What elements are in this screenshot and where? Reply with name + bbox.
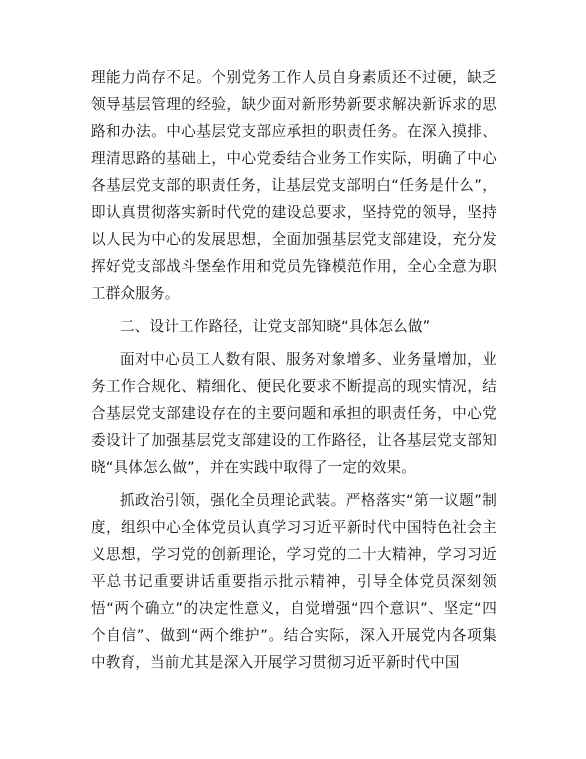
paragraph-continuation: 理能力尚存不足。个别党务工作人员自身素质还不过硬，缺乏领导基层管理的经验，缺少面对新形势新要求解决新诉求的思路和办法。中心基层党支部应承担的职责任务。在深入摸排、理清思路的基础上，中心党委结合业务工作实际，明确了中心各基层党支部的职责任务，让基层党支部明白“任务是什么”，即认真贯彻落实新时代党的建设总要求，坚持党的领导，坚持以人民为中心的发展思想，全面加强基层党支部建设，充分发挥好党支部战斗堡垒作用和党员先锋模范作用，全心全意为职工群众服务。 xyxy=(91,69,497,302)
paragraph-body: 面对中心员工人数有限、服务对象增多、业务量增加，业务工作合规化、精细化、便民化要求不断提高的现实情况，结合基层党支部建设存在的主要问题和承担的职责任务，中心党委设计了加强基层党支部建设的工作路径，让各基层党支部知晓“具体怎么做”，并在实践中取得了一定的效果。 xyxy=(91,351,497,476)
paragraph-body: 抓政治引领，强化全员理论武装。严格落实“第一议题”制度，组织中心全体党员认真学习习近平新时代中国特色社会主义思想，学习党的创新理论，学习党的二十大精神，学习习近平总书记重要讲话重要指示批示精神，引导全体党员深刻领悟“两个确立”的决定性意义，自觉增强“四个意识”、坚定“四个自信”、做到“两个维护”。结合实际，深入开展党内各项集中教育，当前尤其是深入开展学习贯彻习近平新时代中国 xyxy=(91,492,497,671)
section-heading: 二、设计工作路径，让党支部知晓“具体怎么做” xyxy=(120,318,431,335)
document-body xyxy=(91,64,497,682)
